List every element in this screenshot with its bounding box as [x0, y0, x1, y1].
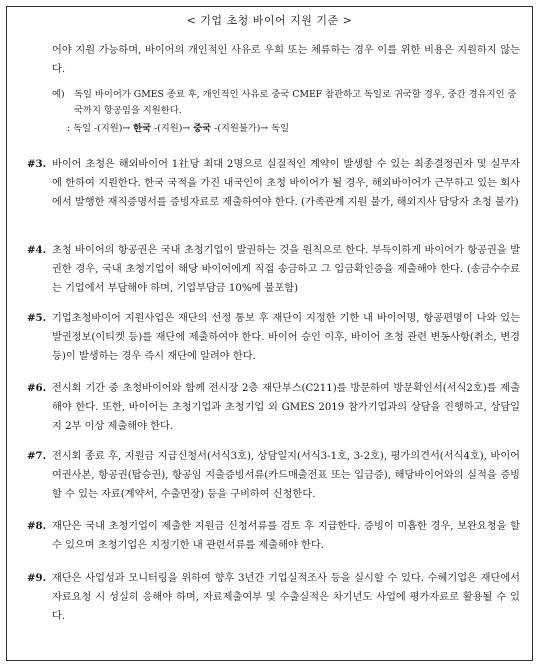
item-text: 기업초청바이어 지원사업은 재단의 선정 통보 후 재단이 지정한 기한 내 바이어명, 항공편명이 나와 있는 발권정보(이티켓 등)를 재단에 제출하여야 한다. 바이어 승인 이후, 바이어 초청 관련 변동사항(취소, 변경 등)이 발생하는 경우 즉시 재단에 알려야 한다. [52, 313, 520, 362]
document-title: < 기업 초청 바이어 지원 기준 > [186, 14, 353, 27]
route-korea: 한국 [133, 123, 152, 134]
item-text: 전시회 기간 중 초청바이어와 함께 전시장 2층 재단부스(C211)를 방문하여 방문확인서(서식2호)를 제출해야 한다. 또한, 바이어는 초청기업과 초청기업 외 GMES 2019 참가기업과의 상담을 진행하고, 상담일지 2부 이상 제출해야 한다. [52, 383, 520, 432]
item-text: 재단은 사업성과 모니터링을 위하여 향후 3년간 기업실적조사 등을 실시할 수 있다. 수혜기업은 재단에서 자료요청 시 성실히 응해야 하며, 자료제출여부 및 수출실적은 차기년도 사업에 평가자료로 활용될 수 있다. [52, 573, 520, 622]
item-number: #3. [27, 158, 47, 170]
item-text: 전시회 종료 후, 지원금 지급신청서(서식3호), 상담일지(서식3-1호, 3-2호), 평가의견서(서식4호), 바이어 여권사본, 항공권(탑승권), 항공임 지출증빙서류(카드매출전표 또는 입금증), 해당바이어와의 실적을 증빙할 수 있는 자료(계약서, 수출면장) 등을 구비하여 신청한다. [52, 451, 520, 500]
route-mid: -(지원)→ [151, 123, 194, 134]
example-label: 예) [52, 89, 65, 100]
intro-paragraph: 어야 지원 가능하며, 바이어의 개인적인 사유로 우회 또는 체류하는 경우 이를 위한 비용은 지원하지 않는다. [52, 45, 520, 75]
item-text: 재단은 국내 초청기업이 제출한 지원금 신청서류를 검토 후 지급한다. 증빙이 미흡한 경우, 보완요청을 할 수 있으며 초청기업은 지정기한 내 관련서류를 제출해야 한다. [52, 521, 520, 551]
item-number: #9. [27, 572, 47, 584]
item-number: #7. [27, 450, 47, 462]
item-text: 바이어 초청은 해외바이어 1社당 최대 2명으로 실질적인 계약이 발생할 수 있는 최종결정권자 및 실무자에 한하여 지원한다. 한국 국적을 가진 내국인이 초청 바이어가 될 경우, 해외바이어가 근무하고 있는 회사에서 발행한 재직증명서를 증빙자료로 제출하여야 한다. (가족관계 지원 불가, 해외지사 담당자 초청 불가) [52, 159, 520, 208]
item-number: #6. [27, 382, 47, 394]
item-number: #8. [27, 520, 47, 532]
item-number: #5. [27, 312, 47, 324]
item-number: #4. [27, 244, 47, 256]
example-route [67, 121, 289, 137]
route-suffix: -(지원불가)→ 독일 [211, 123, 290, 134]
route-china: 중국 [193, 123, 212, 134]
document-frame [6, 6, 533, 661]
route-prefix: : 독일 -(지원)→ [67, 123, 134, 134]
example-text: 독일 바이어가 GMES 종료 후, 개인적인 사유로 중국 CMEF 참관하고 독일로 귀국할 경우, 중간 경유지인 중국까지 항공임을 지원한다. [74, 89, 517, 116]
item-text: 초청 바이어의 항공권은 국내 초청기업이 발권하는 것을 원칙으로 한다. 부득이하게 바이어가 항공권을 발권한 경우, 국내 초청기업이 해당 바이어에게 직접 송금하고 그 입금확인증을 제출해야 한다. (송금수수료는 기업에서 부담해야 하며, 기업부담금 10%에 불포함) [52, 245, 520, 294]
